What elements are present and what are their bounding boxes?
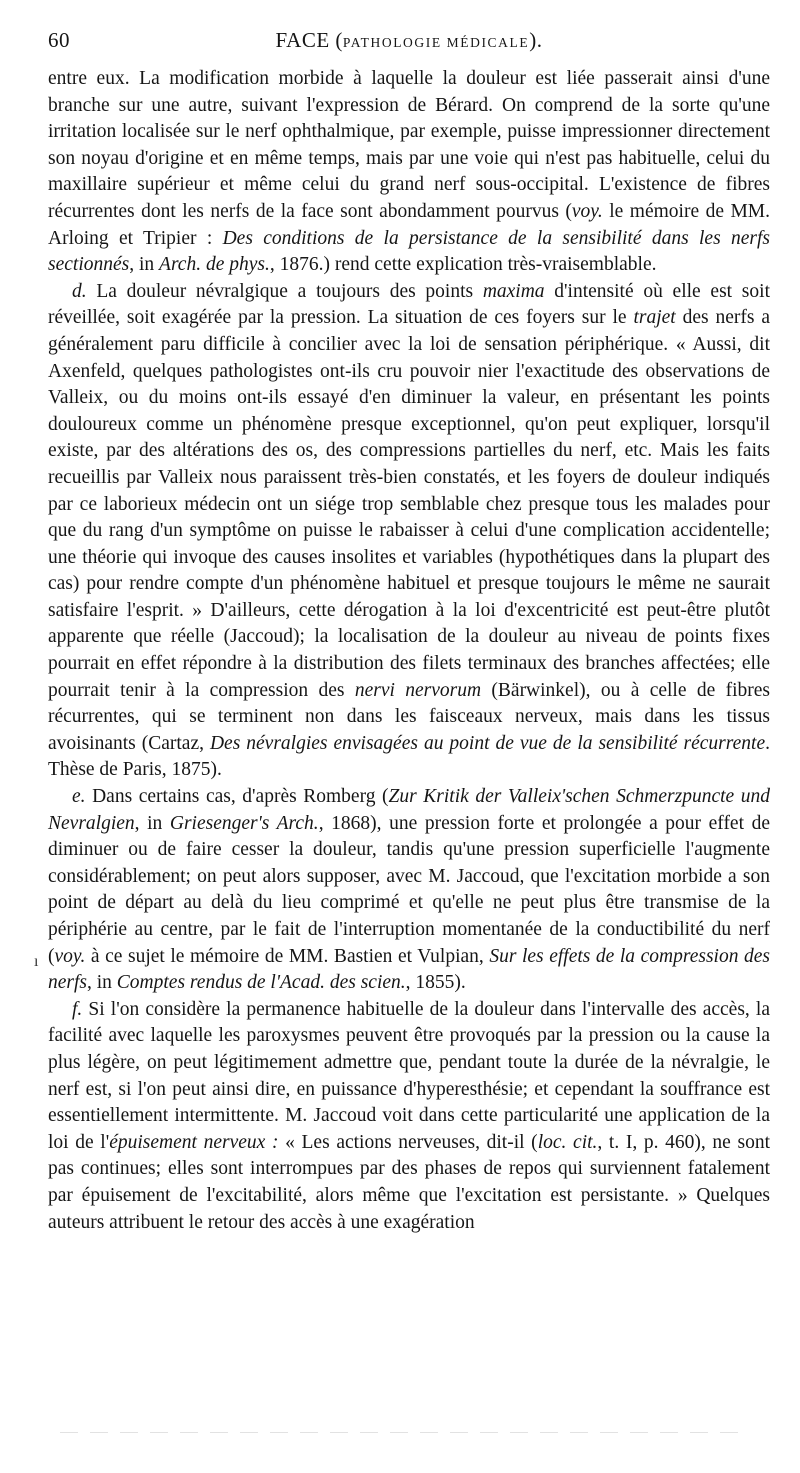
text-run: , in bbox=[129, 254, 160, 276]
italic-text: voy. bbox=[571, 200, 603, 222]
paragraph-marker: f. bbox=[72, 998, 83, 1020]
paragraph bbox=[48, 997, 770, 1236]
running-title-main: FACE ( bbox=[275, 28, 343, 52]
paragraph-marker: e. bbox=[72, 786, 86, 808]
text-run: Dans certains cas, d'après Romberg ( bbox=[85, 786, 389, 808]
text-run: , t. I, p. 460), ne sont pas continues; elles sont interrompues par des phases de repos qui surviennent fatalement par épuisement de l'excitabilité, alors même que l'excitation est persistante. » Quelques auteurs attribuent le retour des accès à une exagération bbox=[48, 1131, 770, 1233]
text-run: . Thèse de Paris, 1875). bbox=[48, 732, 770, 781]
text-run: Si l'on considère la permanence habituelle de la douleur dans l'intervalle des accès, la facilité avec laquelle les paroxysmes peuvent être provoqués par la pression ou la cause la plus légère, on peut légitimement admettre que, pendant toute la durée de la névralgie, le nerf est, si l'on peut ainsi dire, en puissance d'hyperesthésie; et cependant la souffrance est essentiellement intermittente. M. Jaccoud voit dans cette particularité une application de la loi de l' bbox=[48, 998, 770, 1153]
text-run: « Les actions nerveuses, dit-il ( bbox=[278, 1131, 538, 1153]
body-text bbox=[48, 66, 770, 1236]
running-title-end: ). bbox=[529, 28, 543, 52]
text-run: , 1855). bbox=[405, 972, 466, 994]
italic-text: Zur Kritik der Valleix'schen Schmerzpuncte und Nevralgien bbox=[48, 786, 770, 834]
italic-text: Des conditions de la persistance de la sensibilité dans les nerfs sectionnés bbox=[48, 227, 770, 276]
text-run: La douleur névralgique a toujours des points bbox=[86, 280, 483, 302]
italic-text: loc. cit. bbox=[537, 1131, 598, 1153]
running-title-subtitle: PATHOLOGIE MÉDICALE bbox=[342, 35, 530, 50]
text-run: , 1868), une pression forte et prolongée a pour effet de diminuer ou de faire cesser la douleur, tandis qu'une pression superficielle l'augmente considérablement; on peut alors supposer, avec M. Jaccoud, que l'excitation morbide a son point de départ au delà du lieu comprimé et qu'elle ne peut plus être transmise de la périphérie au centre, par le fait de l'interruption momentanée de la conductibilité du nerf ( bbox=[48, 812, 771, 967]
text-run: à ce sujet le mémoire de MM. Bastien et Vulpian, bbox=[85, 945, 490, 967]
running-title bbox=[48, 22, 770, 61]
bottom-artifact-rule bbox=[60, 1432, 740, 1433]
text-run: , in bbox=[87, 972, 117, 994]
text-run: d'intensité où elle est soit réveillée, soit exagérée par la pression. La situation de ces foyers sur le bbox=[48, 280, 770, 329]
italic-text: trajet bbox=[633, 307, 676, 329]
running-head bbox=[48, 22, 770, 58]
italic-text: Comptes rendus de l'Acad. des scien. bbox=[116, 972, 406, 994]
italic-text: Griesenger's Arch. bbox=[169, 812, 319, 834]
margin-mark: ı bbox=[34, 953, 39, 970]
text-run: (Bärwinkel), ou à celle de fibres récurrentes, qui se terminent non dans les faisceaux nerveux, mais dans les tissus avoisinants (Cartaz, bbox=[48, 679, 770, 754]
italic-text: voy. bbox=[54, 945, 86, 967]
page-number: 60 bbox=[48, 28, 70, 52]
text-run: , 1876.) rend cette explication très-vraisemblable. bbox=[269, 254, 657, 276]
italic-text: épuisement nerveux : bbox=[109, 1131, 279, 1153]
paragraph-marker: d. bbox=[72, 280, 87, 302]
text-run: entre eux. La modification morbide à laquelle la douleur est liée passerait ainsi d'une branche sur une autre, suivant l'expression de Bérard. On comprend de la sorte qu'une irritation localisée sur le nerf ophthalmique, par exemple, puisse impressionner directement son noyau d'origine et en même temps, mais par une voie qui n'est pas habituelle, celui du maxillaire supérieur et même celui du grand nerf sous-occipital. L'existence de fibres récurrentes dont les nerfs de la face sont abondamment pourvus ( bbox=[48, 68, 770, 222]
book-page bbox=[48, 22, 770, 1236]
paragraph bbox=[48, 784, 770, 997]
text-run: des nerfs a généralement paru difficile à concilier avec la loi de sensation périphérique. « Aussi, dit Axenfeld, quelques pathologistes ont-ils cru pouvoir nier l'exactitude des observations de Valleix, ou du moins ont-ils essayé d'en diminuer la valeur, en présentant les points douloureux comme un phénomène presque exceptionnel, qu'on peut expliquer, lorsqu'il existe, par des altérations des os, des compressions partielles du nerf, etc. Mais les faits recueillis par Valleix nous paraissent très-bien constatés, et les foyers de douleur indiqués par ce laborieux médecin ont un siége trop semblable chez presque tous les malades pour que du rang d'un symptôme on puisse le rabaisser à celui d'une complication accidentelle; une théorie qui invoque des causes insolites et variables (hypothétiques dans la plupart des cas) pour rendre compte d'un phénomène habituel et presque toujours le même ne saurait satisfaire l'esprit. » D'ailleurs, cette dérogation à la loi d'excentricité est peut-être plutôt apparente que réelle (Jaccoud); la localisation de la douleur au niveau de points fixes pourrait en effet répondre à la distribution des filets terminaux des branches affectées; elle pourrait tenir à la compression des bbox=[48, 307, 770, 701]
italic-text: Des névralgies envisagées au point de vue de la sensibilité récurrente bbox=[209, 732, 766, 754]
text-run: le mémoire de MM. Arloing et Tripier : bbox=[48, 200, 770, 249]
italic-text: Arch. de phys. bbox=[159, 254, 270, 276]
italic-text: maxima bbox=[482, 280, 545, 302]
italic-text: Sur les effets de la compression des nerfs bbox=[48, 945, 770, 994]
italic-text: nervi nervorum bbox=[354, 679, 482, 701]
text-run: , in bbox=[134, 812, 170, 834]
paragraph bbox=[48, 66, 770, 279]
paragraph bbox=[48, 279, 770, 784]
